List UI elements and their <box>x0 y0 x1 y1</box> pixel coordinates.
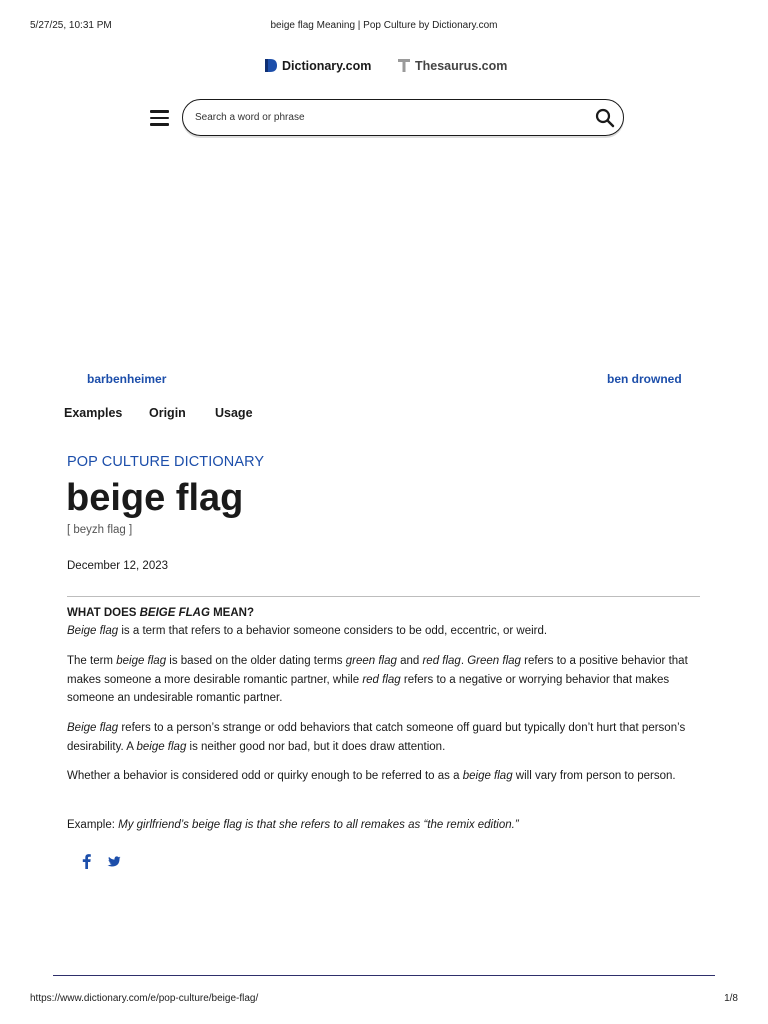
tab-origin[interactable]: Origin <box>149 406 186 420</box>
entry-date: December 12, 2023 <box>67 560 169 572</box>
print-url: https://www.dictionary.com/e/pop-culture/beige-flag/ <box>30 993 259 1004</box>
entry-headword: beige flag <box>66 477 244 519</box>
thesaurus-logo-link[interactable] <box>397 58 507 73</box>
search-row <box>0 99 768 139</box>
meaning-paragraph: Beige flag refers to a person’s strange or odd behaviors that catch someone off guard but typically don’t hurt that person’s desirability. A beige flag is neither good nor bad, but it does draw attention. <box>67 722 686 753</box>
dictionary-logo-link[interactable] <box>264 58 371 73</box>
dictionary-logo-text: Dictionary.com <box>282 58 372 73</box>
section-heading: WHAT DOES BEIGE FLAG MEAN? <box>67 607 254 619</box>
print-doc-title: beige flag Meaning | Pop Culture by Dictionary.com <box>270 20 498 31</box>
next-entry-link[interactable]: ben drowned <box>607 372 682 386</box>
search-icon[interactable] <box>595 108 615 128</box>
hamburger-menu-icon[interactable] <box>150 110 169 126</box>
print-header <box>0 20 768 34</box>
entry-category[interactable]: POP CULTURE DICTIONARY <box>67 454 265 470</box>
section-divider <box>67 596 700 597</box>
thesaurus-logo-icon <box>397 58 411 73</box>
footer-divider <box>53 975 715 976</box>
entry-pronunciation: [ beyzh flag ] <box>67 524 133 536</box>
search-input[interactable] <box>195 108 575 128</box>
thesaurus-logo-text: Thesaurus.com <box>415 58 508 73</box>
example-paragraph: Example: My girlfriend’s beige flag is that she refers to all remakes as “the remix edition.” <box>67 819 519 831</box>
brand-bar <box>0 58 768 76</box>
print-page-number: 1/8 <box>724 993 738 1004</box>
dictionary-logo-icon <box>264 58 278 73</box>
variation-paragraph: Whether a behavior is considered odd or quirky enough to be referred to as a beige flag will vary from person to person. <box>67 770 676 782</box>
origin-paragraph: The term beige flag is based on the older dating terms green flag and red flag. Green flag refers to a positive behavior that makes someone a more desirable romantic partner, while red flag refers to a negative or worrying behavior that makes someone an undesirable romantic partner. <box>67 655 688 704</box>
tab-examples[interactable]: Examples <box>64 406 123 420</box>
twitter-icon[interactable] <box>106 853 121 869</box>
previous-entry-link[interactable]: barbenheimer <box>87 372 167 386</box>
tab-usage[interactable]: Usage <box>215 406 253 420</box>
search-box <box>182 99 624 136</box>
facebook-icon[interactable] <box>82 853 91 869</box>
print-datetime: 5/27/25, 10:31 PM <box>30 20 112 31</box>
definition-paragraph: Beige flag is a term that refers to a behavior someone considers to be odd, eccentric, or weird. <box>67 625 548 637</box>
